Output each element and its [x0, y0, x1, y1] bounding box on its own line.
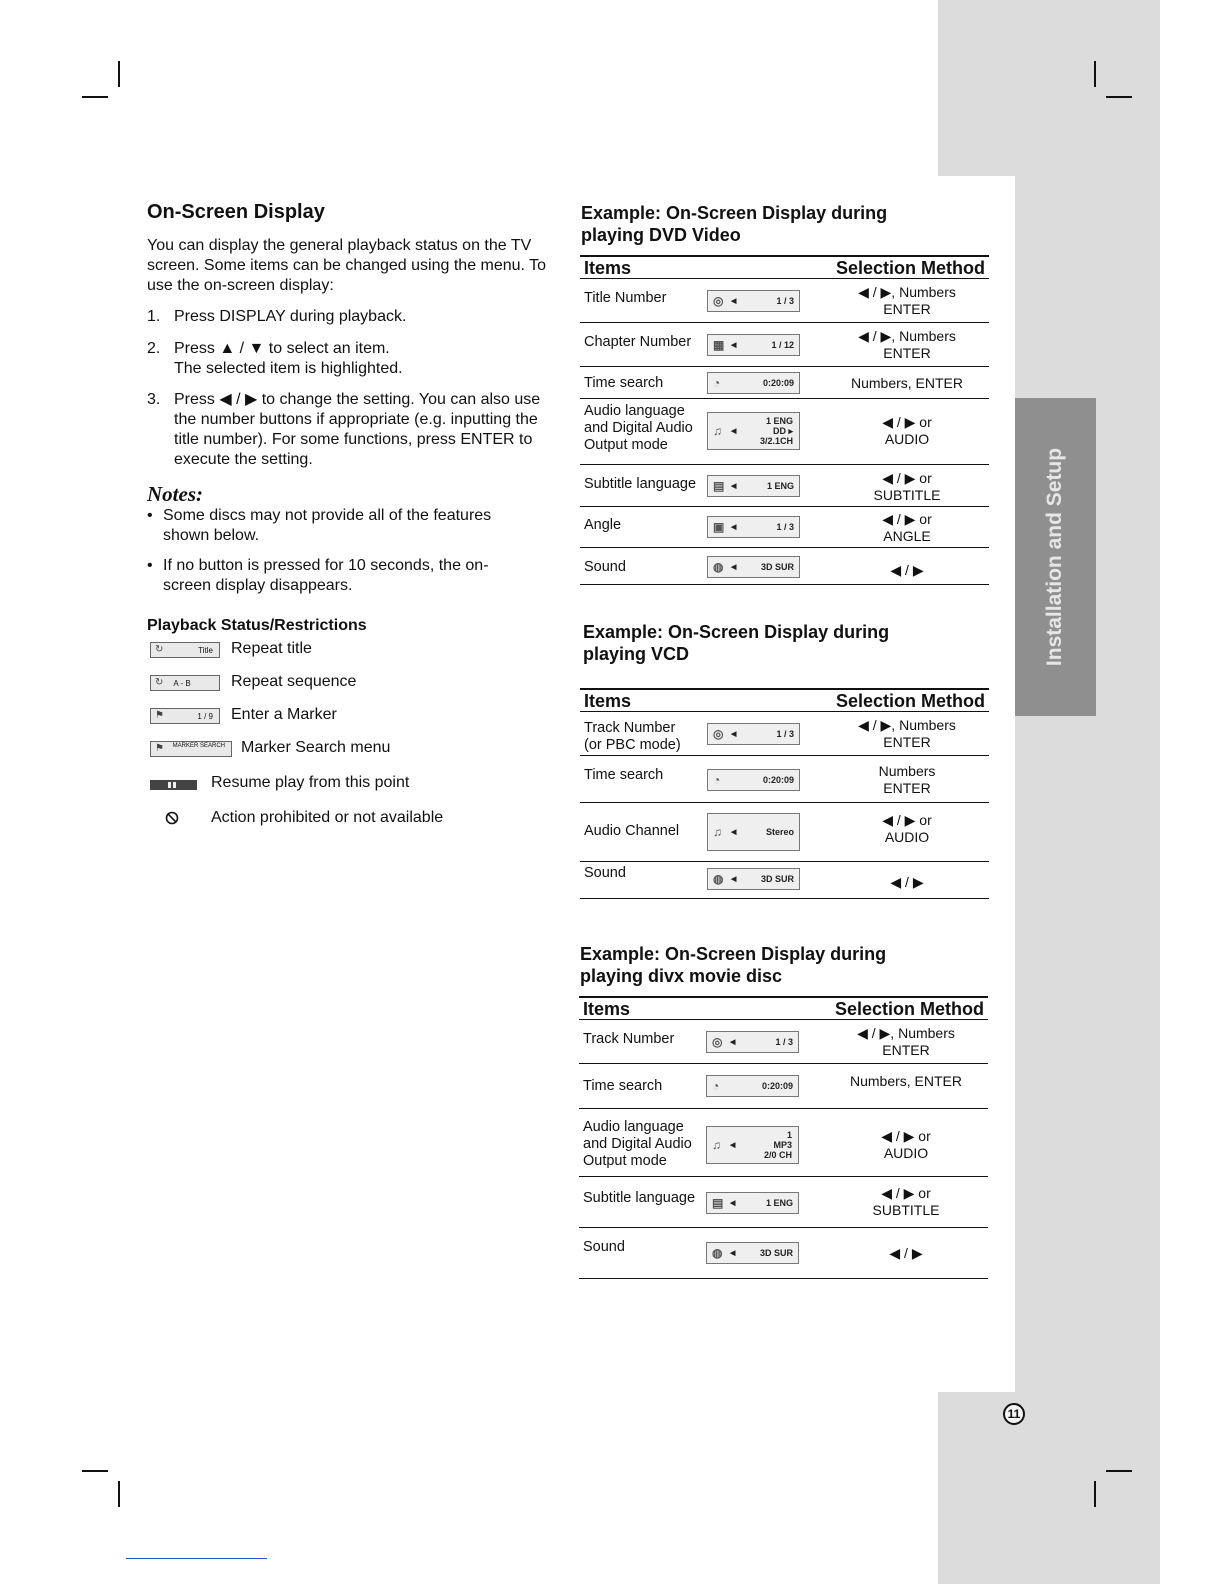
playback-label: Repeat title: [231, 640, 312, 657]
chapter-icon: ▦: [713, 338, 725, 352]
table-row: Subtitle language ▤ ◀ 1 ENG ◀ / ▶ or SUBTITLE: [580, 465, 989, 507]
section-tab-label: Installation and Setup: [1043, 447, 1067, 667]
subtitle-icon: ▤: [712, 1196, 724, 1210]
subtitle-icon: ▤: [713, 479, 725, 493]
osd-box: ◎ ◀ 1 / 3: [707, 723, 800, 745]
col-items: Items: [584, 691, 632, 711]
playback-item: [150, 706, 450, 728]
step-text: Press DISPLAY during playback.: [174, 308, 407, 325]
notes-heading: Notes:: [147, 482, 203, 506]
step-text: Press ◀ / ▶ to change the setting. You can also use the number buttons if appropriate (e.g. inputting the title number). For some functions, press ENTER to execute the setting.: [174, 391, 541, 468]
clock-icon: ◔: [713, 376, 721, 390]
table-header: [580, 688, 989, 712]
crop-mark: [118, 1481, 120, 1507]
col-method: Selection Method: [835, 691, 985, 711]
crop-mark: [118, 61, 120, 87]
marker-icon: ⚑ MARKER SEARCH: [150, 741, 232, 757]
playback-label: Enter a Marker: [231, 706, 337, 723]
step-number: 2.: [147, 340, 161, 357]
section-heading: On-Screen Display: [147, 201, 325, 223]
table-row: Track Number (or PBC mode) ◎ ◀ 1 / 3 ◀ / ▶, Numbers ENTER: [580, 712, 989, 756]
repeat-icon: ↻ A - B: [150, 675, 220, 691]
marker-icon: ⚑ 1 / 9: [150, 708, 220, 724]
osd-box: ▦ ◀ 1 / 12: [707, 334, 800, 356]
repeat-icon: ↻ Title: [150, 642, 220, 658]
table-header: [580, 255, 989, 279]
osd-box: ◎ ◀ 1 / 3: [707, 290, 800, 312]
divx-table-title: Example: On-Screen Display during playing divx movie disc: [580, 944, 887, 986]
table-row: Track Number ◎ ◀ 1 / 3 ◀ / ▶, Numbers ENTER: [579, 1020, 988, 1064]
table-row: Audio language and Digital Audio Output mode ♫ ◀ 1 MP3 2/0 CH ◀ / ▶ or AUDIO: [579, 1109, 988, 1177]
osd-box: ◍ ◀ 3D SUR: [707, 556, 800, 578]
osd-box: ▣ ◀ 1 / 3: [707, 516, 800, 538]
playback-item: [150, 809, 470, 831]
angle-icon: ▣: [713, 520, 725, 534]
osd-box: ◎ ◀ 1 / 3: [706, 1031, 799, 1053]
note-item: [147, 506, 547, 546]
step-number: 1.: [147, 308, 161, 325]
table-row: Time search ◔ 0:20:09 Numbers, ENTER: [579, 1064, 988, 1109]
section-tab-label-wrap: [1015, 398, 1096, 716]
table-header: [579, 996, 988, 1020]
table-row: Sound ◍ ◀ 3D SUR ◀ / ▶: [580, 548, 989, 585]
osd-box: ◍ ◀ 3D SUR: [707, 868, 800, 890]
step-subtext: The selected item is highlighted.: [174, 360, 403, 377]
dvd-osd-table: [580, 255, 989, 585]
crop-mark: [1106, 96, 1132, 98]
crop-mark: [82, 1470, 108, 1472]
playback-item: [150, 774, 470, 796]
osd-box: ♫ ◀ Stereo: [707, 813, 800, 851]
osd-box: ♫ ◀ 1 ENG DD ▸ 3/2.1CH: [707, 412, 800, 450]
table-row: Sound ◍ ◀ 3D SUR ◀ / ▶: [580, 862, 989, 899]
col-items: Items: [583, 999, 631, 1019]
side-band-top: [938, 0, 1160, 176]
sound-icon: ◍: [712, 1246, 723, 1260]
osd-box: ◔ 0:20:09: [706, 1075, 799, 1097]
col-method: Selection Method: [834, 999, 984, 1019]
table-row: Subtitle language ▤ ◀ 1 ENG ◀ / ▶ or SUBTITLE: [579, 1177, 988, 1228]
note-text: Some discs may not provide all of the features shown below.: [163, 507, 492, 544]
osd-box: ▤ ◀ 1 ENG: [706, 1192, 799, 1214]
vcd-osd-table: [580, 688, 989, 899]
sound-icon: ◍: [713, 872, 724, 886]
step-text: Press ▲ / ▼ to select an item.: [174, 340, 390, 357]
osd-box: ▤ ◀ 1 ENG: [707, 475, 800, 497]
table-row: Audio language and Digital Audio Output mode ♫ ◀ 1 ENG DD ▸ 3/2.1CH ◀ / ▶ or AUDIO: [580, 399, 989, 465]
osd-box: ◍ ◀ 3D SUR: [706, 1242, 799, 1264]
playback-item: [150, 739, 470, 761]
osd-box: ◔ 0:20:09: [707, 769, 800, 791]
osd-box: ♫ ◀ 1 MP3 2/0 CH: [706, 1126, 799, 1164]
side-band-bottom: [938, 1392, 1160, 1584]
crop-mark: [1106, 1470, 1132, 1472]
vcd-table-title: Example: On-Screen Display during playing VCD: [583, 622, 890, 664]
audio-icon: ♫: [712, 1138, 721, 1152]
clock-icon: ◔: [713, 773, 721, 787]
playback-label: Action prohibited or not available: [211, 809, 444, 826]
step-2: [147, 339, 547, 379]
footer-rule: [126, 1558, 267, 1559]
col-items: Items: [584, 258, 632, 278]
playback-heading: Playback Status/Restrictions: [147, 617, 367, 634]
prohibited-icon: [165, 811, 179, 830]
osd-box: ◔ 0:20:09: [707, 372, 800, 394]
table-row: Chapter Number ▦ ◀ 1 / 12 ◀ / ▶, Numbers ENTER: [580, 323, 989, 367]
clock-icon: ◔: [712, 1079, 720, 1093]
table-row: Angle ▣ ◀ 1 / 3 ◀ / ▶ or ANGLE: [580, 507, 989, 548]
table-row: Sound ◍ ◀ 3D SUR ◀ / ▶: [579, 1228, 988, 1279]
note-text: If no button is pressed for 10 seconds, the on-screen display disappears.: [163, 557, 489, 594]
disc-icon: ◎: [712, 1035, 723, 1049]
playback-item: [150, 640, 450, 662]
dvd-table-title: Example: On-Screen Display during playing DVD Video: [581, 203, 888, 245]
side-band: [1015, 176, 1160, 1392]
table-row: Title Number ◎ ◀ 1 / 3 ◀ / ▶, Numbers ENTER: [580, 279, 989, 323]
page-number: 11: [1003, 1403, 1025, 1425]
note-item: [147, 556, 547, 596]
playback-item: [150, 673, 450, 695]
crop-mark: [1094, 61, 1096, 87]
bullet-icon: •: [147, 557, 153, 574]
step-3: [147, 390, 547, 470]
resume-icon: [150, 780, 197, 790]
table-row: Time search ◔ 0:20:09 Numbers ENTER: [580, 756, 989, 803]
crop-mark: [82, 96, 108, 98]
table-row: Audio Channel ♫ ◀ Stereo ◀ / ▶ or AUDIO: [580, 803, 989, 862]
playback-label: Repeat sequence: [231, 673, 357, 690]
disc-icon: ◎: [713, 727, 724, 741]
disc-icon: ◎: [713, 294, 724, 308]
crop-mark: [1094, 1481, 1096, 1507]
divx-osd-table: [579, 996, 988, 1279]
bullet-icon: •: [147, 507, 153, 524]
col-method: Selection Method: [835, 258, 985, 278]
table-row: Time search ◔ 0:20:09 Numbers, ENTER: [580, 367, 989, 399]
sound-icon: ◍: [713, 560, 724, 574]
playback-label: Resume play from this point: [211, 774, 410, 791]
audio-icon: ♫: [713, 825, 722, 839]
intro-paragraph: You can display the general playback status on the TV screen. Some items can be changed using the menu. To use the on-screen display:: [147, 237, 547, 294]
step-number: 3.: [147, 391, 161, 408]
audio-icon: ♫: [713, 424, 722, 438]
playback-label: Marker Search menu: [241, 739, 391, 756]
step-1: [147, 307, 547, 327]
